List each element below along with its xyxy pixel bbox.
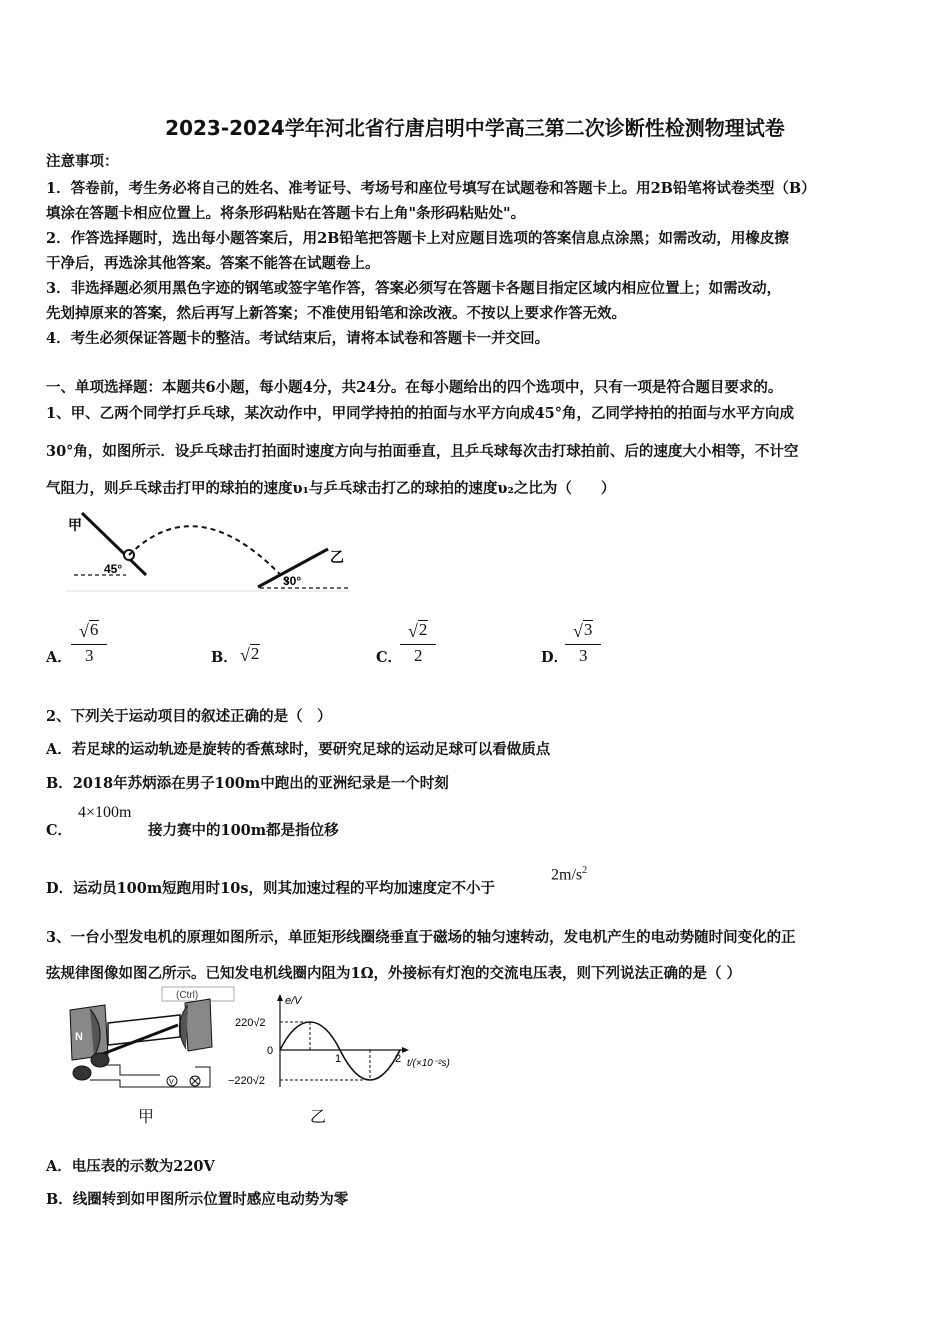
q3-stem-line: 3、一台小型发电机的原理如图所示，单匝矩形线圈绕垂直于磁场的轴匀速转动，发电机产生的电动势随时间变化的正 <box>46 929 796 946</box>
q1-option-d-value[interactable]: √ 3 3 <box>570 620 596 666</box>
q2-option-c-math: 4×100m <box>78 804 132 821</box>
q3-emf-graph <box>225 992 475 1092</box>
notice-line: 干净后，再选涂其他答案。答案不能答在试题卷上。 <box>46 255 380 272</box>
tick-1: 1 <box>335 1053 342 1065</box>
y-zero-label: 0 <box>267 1045 274 1057</box>
q1-pingpong-figure <box>60 505 360 595</box>
label-jia: 甲 <box>68 517 82 533</box>
q3-option-b[interactable]: B．线圈转到如甲图所示位置时感应电动势为零 <box>46 1191 349 1208</box>
q1-option-a-value[interactable]: √ 6 3 <box>76 620 102 666</box>
notice-line: 4．考生必须保证答题卡的整洁。考试结束后，请将本试卷和答题卡一并交回。 <box>46 330 550 347</box>
page-title: 2023-2024学年河北省行唐启明中学高三第二次诊断性检测物理试卷 <box>165 116 785 140</box>
q1-option-d-letter[interactable]: D． <box>541 649 569 666</box>
q1-option-a-letter[interactable]: A． <box>46 649 72 666</box>
q1-option-b-letter[interactable]: B． <box>211 649 238 666</box>
voltmeter-symbol: V <box>169 1079 174 1086</box>
notice-heading: 注意事项： <box>46 153 119 170</box>
q3-generator-figure <box>60 985 235 1100</box>
slip-ring <box>73 1066 91 1080</box>
q2-stem: 2、下列关于运动项目的叙述正确的是（ ） <box>46 708 332 725</box>
n-label: N <box>75 1031 83 1043</box>
q3-caption-jia: 甲 <box>138 1107 155 1126</box>
q1-option-c-value[interactable]: √ 2 2 <box>405 620 431 666</box>
radicand: 6 <box>89 620 99 639</box>
denominator: 3 <box>565 644 601 666</box>
q1-option-b-value[interactable]: √ 2 <box>240 644 260 665</box>
trajectory <box>129 526 290 585</box>
coil <box>108 1015 180 1045</box>
radicand: 2 <box>250 644 260 663</box>
q2-option-d-math: $2m/s^2$ <box>551 865 588 884</box>
axis-shaft <box>100 1025 178 1055</box>
q2-option-c-text[interactable]: 接力赛中的100m都是指位移 <box>148 822 339 839</box>
radicand: 2 <box>418 620 428 639</box>
label-yi: 乙 <box>330 549 344 565</box>
ctrl-tag: (Ctrl) <box>176 990 199 1001</box>
tick-2: 2 <box>395 1053 402 1065</box>
angle-right-label: 30° <box>283 574 302 588</box>
sine-curve <box>280 1022 400 1080</box>
y-top-label: 220√2 <box>235 1017 266 1029</box>
q1-option-c-letter[interactable]: C． <box>376 649 403 666</box>
q1-stem-line: 1、甲、乙两个同学打乒乓球，某次动作中，甲同学持拍的拍面与水平方向成45°角，乙同学持拍的拍面与水平方向成 <box>46 405 795 422</box>
circuit-wire <box>105 1065 160 1075</box>
q2-option-a[interactable]: A．若足球的运动轨迹是旋转的香蕉球时，要研究足球的运动足球可以看做质点 <box>46 741 551 758</box>
angle-left-label: 45° <box>104 562 123 576</box>
notice-line: 3．非选择题必须用黑色字迹的钢笔或签字笔作答，答案必须写在答题卡各题目指定区域内相应位置上；如需改动， <box>46 280 782 297</box>
notice-line: 2．作答选择题时，选出每小题答案后，用2B铅笔把答题卡上对应题目选项的答案信息点涂黑；如需改动，用橡皮擦 <box>46 230 789 247</box>
notice-line: 先划掉原来的答案，然后再写上新答案；不准使用铅笔和涂改液。不按以上要求作答无效。 <box>46 305 626 322</box>
q2-option-c-letter[interactable]: C． <box>46 822 73 839</box>
x-axis-label: t/(×10⁻²s) <box>407 1058 450 1069</box>
notice-line: 填涂在答题卡相应位置上。将条形码粘贴在答题卡右上角"条形码粘贴处"。 <box>46 205 526 222</box>
y-axis-label: e/V <box>285 995 302 1007</box>
q2-option-b[interactable]: B．2018年苏炳添在男子100m中跑出的亚洲纪录是一个时刻 <box>46 775 449 792</box>
y-bottom-label: −220√2 <box>228 1075 265 1087</box>
magnet-s <box>185 999 212 1051</box>
q1-stem-line: 30°角，如图所示．设乒乓球击打拍面时速度方向与拍面垂直，且乒乓球每次击打球拍前、后的速度大小相等，不计空 <box>46 443 799 460</box>
q3-option-a[interactable]: A．电压表的示数为220V <box>46 1158 215 1175</box>
q3-stem-line: 弦规律图像如图乙所示。已知发电机线圈内阻为1Ω，外接标有灯泡的交流电压表，则下列说法正确的是（ ） <box>46 965 742 982</box>
notice-line: 1．答卷前，考生务必将自己的姓名、准考证号、考场号和座位号填写在试题卷和答题卡上。用2B铅笔将试卷类型（B） <box>46 180 816 197</box>
q2-option-d[interactable]: D．运动员100m短跑用时10s，则其加速过程的平均加速度定不小于 <box>46 880 496 897</box>
denominator: 2 <box>400 644 436 666</box>
q1-stem-line: 气阻力，则乒乓球击打甲的球拍的速度υ₁与乒乓球击打乙的球拍的速度υ₂之比为（ ） <box>46 480 616 497</box>
denominator: 3 <box>71 644 107 666</box>
q3-caption-yi: 乙 <box>310 1107 327 1126</box>
section-heading: 一、单项选择题：本题共6小题，每小题4分，共24分。在每小题给出的四个选项中，只有一项是符合题目要求的。 <box>46 379 783 396</box>
radicand: 3 <box>583 620 593 639</box>
